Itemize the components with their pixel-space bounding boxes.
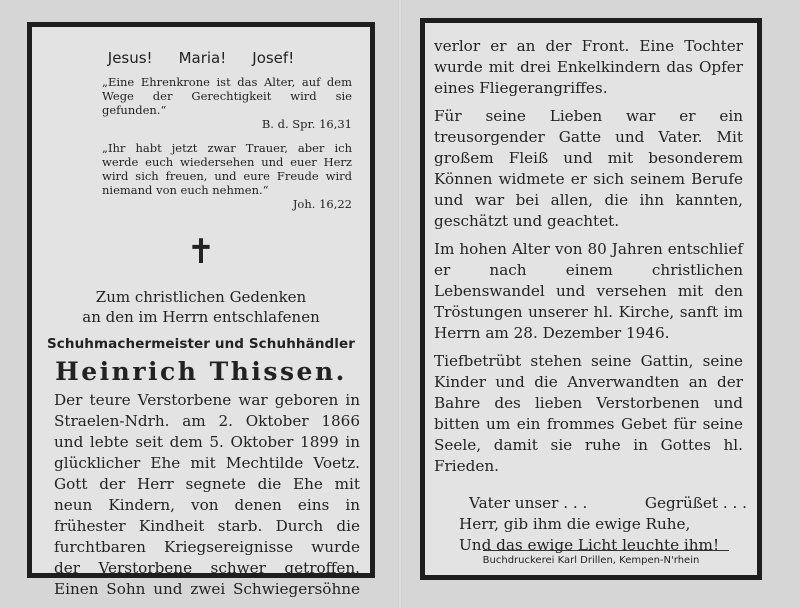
bible-quote-proverbs: [102, 75, 352, 131]
dedication-line: Zum christlichen Gedenken: [95, 288, 307, 306]
right-panel: [420, 18, 762, 580]
invocation: [32, 49, 370, 67]
prayer-block: [459, 493, 747, 556]
prayer-our-father: Vater unser . . .: [469, 494, 588, 512]
paragraph-death: Im hohen Alter von 80 Jahren entschlief er nach einem christlichen Lebenswandel und versehen mit den Tröstungen unserer hl. Kirche, sanft im Herrn am 28. Dezember 1946.: [434, 240, 743, 342]
deceased-profession: Schuhmachermeister und Schuhhändler: [46, 336, 356, 352]
prayer-line: Herr, gib ihm die ewige Ruhe,: [459, 515, 691, 533]
biography-continued: [434, 36, 743, 477]
prayer-hail-mary: Gegrüßet . . .: [644, 494, 747, 512]
quote-text: „Ihr habt jetzt zwar Trauer, aber ich werde euch wiedersehen und euer Herz wird sich freuen, und eure Freude wird niemand von euch nehmen.“: [102, 141, 352, 197]
cross-icon: ✝: [186, 232, 216, 272]
invocation-josef: Josef!: [252, 49, 295, 67]
deceased-name: Heinrich Thissen.: [55, 357, 347, 386]
printer-credit: Buchdruckerei Karl Drillen, Kempen-N'rhein: [482, 555, 700, 566]
prayer-line: [459, 493, 747, 514]
paragraph-front: verlor er an der Front. Eine Tochter wurde mit drei Enkelkindern das Opfer eines Fliegerangriffes.: [434, 37, 743, 97]
printer-divider: [483, 550, 729, 551]
biography-text: Der teure Verstorbene war geboren in Straelen-Ndrh. am 2. Oktober 1866 und lebte seit dem 5. Oktober 1899 in glücklicher Ehe mit Mechtilde Voetz. Gott der Herr segnete die Ehe mit neun Kindern, von denen eins in frühester Kindheit starb. Durch die furchtbaren Kriegsereignisse wurde der Verstorbene schwer getroffen. Einen Sohn und zwei Schwiegersöhne: [54, 391, 360, 598]
quote-text: „Eine Ehrenkrone ist das Alter, auf dem Wege der Gerechtigkeit wird sie gefunden.“: [102, 75, 352, 117]
invocation-maria: Maria!: [178, 49, 227, 67]
quote-source: Joh. 16,22: [292, 197, 352, 211]
prayer-line: Und das ewige Licht leuchte ihm!: [459, 536, 720, 554]
invocation-jesus: Jesus!: [107, 49, 153, 67]
paragraph-mourners: Tiefbetrübt stehen seine Gattin, seine Kinder und die Anverwandten an der Bahre des lieben Verstorbenen und bitten um ein frommes Gebet für seine Seele, damit sie ruhe in Gottes hl. Frieden.: [434, 352, 743, 475]
memorial-dedication: [32, 287, 370, 327]
left-panel: [27, 22, 375, 598]
card-fold: [398, 0, 402, 608]
paragraph-character: Für seine Lieben war er ein treusorgender Gatte und Vater. Mit großem Fleiß und mit besonderem Können widmete er sich seinem Berufe und war bei allen, die ihn kannten, geschätzt und geachtet.: [434, 107, 743, 230]
bible-quote-john: [102, 141, 352, 211]
dedication-line: an den im Herrn entschlafenen: [82, 308, 320, 326]
quote-source: B. d. Spr. 16,31: [261, 117, 352, 131]
